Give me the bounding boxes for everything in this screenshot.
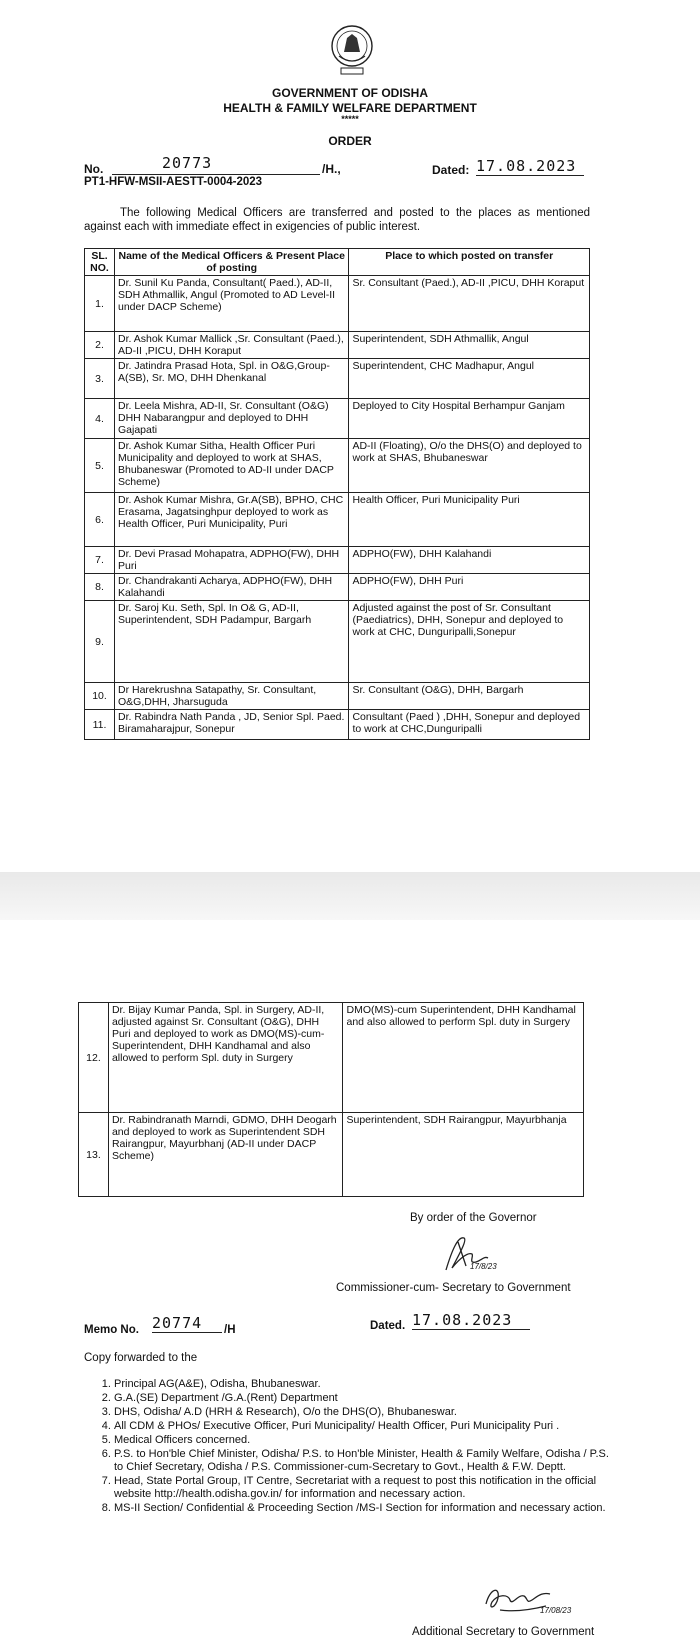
row-sl: 10. — [85, 683, 115, 710]
row-sl: 8. — [85, 574, 115, 601]
table-row — [79, 1113, 584, 1197]
row-posted: Superintendent, SDH Athmallik, Angul — [349, 332, 590, 359]
row-sl: 9. — [85, 601, 115, 683]
row-officer: Dr. Chandrakanti Acharya, ADPHO(FW), DHH Kalahandi — [114, 574, 348, 601]
table-row — [85, 359, 590, 399]
row-officer: Dr. Ashok Kumar Mishra, Gr.A(SB), BPHO, CHC Erasama, Jagatsinghpur deployed to work as Health Officer, Puri Municipality, Puri — [114, 493, 348, 547]
table-row — [85, 276, 590, 332]
row-posted: Consultant (Paed ) ,DHH, Sonepur and deployed to work at CHC,Dunguripalli — [349, 710, 590, 740]
table-row — [85, 574, 590, 601]
by-order-text: By order of the Governor — [410, 1212, 537, 1224]
header-officer: Name of the Medical Officers & Present Place of posting — [114, 249, 348, 276]
cc-item: 6. P.S. to Hon'ble Chief Minister, Odisha/ P.S. to Hon'ble Minister, Health & Family Welfare, Odisha / P.S. to Chief Secretary, Odisha / P.S. Commissioner-cum-Secretary to Govt., Health & F.W. Deptt. — [114, 1448, 614, 1474]
row-sl: 1. — [85, 276, 115, 332]
page-break — [0, 872, 700, 920]
order-dated-label: Dated: — [432, 163, 470, 177]
order-heading: ORDER — [328, 134, 372, 148]
commissioner-designation: Commissioner-cum- Secretary to Government — [336, 1282, 571, 1294]
table-row — [79, 1003, 584, 1113]
row-officer: Dr. Devi Prasad Mohapatra, ADPHO(FW), DHH Puri — [114, 547, 348, 574]
row-officer: Dr. Rabindranath Marndi, GDMO, DHH Deogarh and deployed to work as Superintendent SDH Rairangpur, Mayurbhanj (AD-II under DACP Scheme) — [108, 1113, 343, 1197]
row-officer: Dr Harekrushna Satapathy, Sr. Consultant, O&G,DHH, Jharsuguda — [114, 683, 348, 710]
table-row — [85, 493, 590, 547]
government-title: GOVERNMENT OF ODISHA — [271, 86, 428, 100]
row-posted: Deployed to City Hospital Berhampur Ganjam — [349, 399, 590, 439]
intro-paragraph: The following Medical Officers are transferred and posted to the places as mentioned against each with immediate effect in exigencies of public interest. — [84, 207, 590, 233]
order-no-label: No. — [84, 162, 104, 176]
cc-list — [94, 1378, 614, 1515]
row-sl: 11. — [85, 710, 115, 740]
row-posted: Sr. Consultant (O&G), DHH, Bargarh — [349, 683, 590, 710]
order-no-line — [112, 152, 320, 175]
cc-item: 8. MS-II Section/ Confidential & Proceeding Section /MS-I Section for information and necessary action. — [114, 1502, 614, 1515]
memo-number: 20774 — [152, 1314, 222, 1333]
header-stars: ***** — [341, 114, 359, 124]
table-row — [85, 399, 590, 439]
row-officer: Dr. Saroj Ku. Seth, Spl. In O& G, AD-II, Superintendent, SDH Padampur, Bargarh — [114, 601, 348, 683]
row-officer: Dr. Bijay Kumar Panda, Spl. in Surgery, AD-II, adjusted against Sr. Consultant (O&G), DHH Puri and deployed to work as DMO(MS)-cum-Superintendent, DHH Kandhamal and also allowed to perform Spl. duty in Surgery — [108, 1003, 343, 1113]
row-officer: Dr. Sunil Ku Panda, Consultant( Paed.), AD-II, SDH Athmallik, Angul (Promoted to AD Level-II under DACP Scheme) — [114, 276, 348, 332]
memo-label: Memo No. — [84, 1324, 139, 1336]
cc-item: 2. G.A.(SE) Department /G.A.(Rent) Department — [114, 1392, 614, 1405]
cc-item-text: Head, State Portal Group, IT Centre, Secretariat with a request to post this notification in the official website http://health.odisha.gov.in/ for information and necessary action. — [114, 1475, 597, 1500]
memo-date: 17.08.2023 — [412, 1311, 530, 1330]
row-sl: 7. — [85, 547, 115, 574]
order-number: 20773 — [162, 154, 213, 172]
cc-item: 5. Medical Officers concerned. — [114, 1434, 614, 1447]
row-posted: Superintendent, CHC Madhapur, Angul — [349, 359, 590, 399]
table-header-row — [85, 249, 590, 276]
table-row — [85, 710, 590, 740]
cc-item — [114, 1475, 614, 1501]
row-sl: 12. — [79, 1003, 109, 1113]
row-officer: Dr. Ashok Kumar Sitha, Health Officer Puri Municipality and deployed to work at SHAS, Bhubaneswar (Promoted to AD-II under DACP Scheme) — [114, 439, 348, 493]
memo-suffix: /H — [224, 1324, 236, 1336]
table-row — [85, 683, 590, 710]
table-row — [85, 547, 590, 574]
cc-item: 3. DHS, Odisha/ A.D (HRH & Research), O/o the DHS(O), Bhubaneswar. — [114, 1406, 614, 1419]
row-posted: ADPHO(FW), DHH Kalahandi — [349, 547, 590, 574]
row-posted: Sr. Consultant (Paed.), AD-II ,PICU, DHH Koraput — [349, 276, 590, 332]
table-row — [85, 439, 590, 493]
memo-dated-label: Dated. — [370, 1320, 406, 1332]
header-posted: Place to which posted on transfer — [349, 249, 590, 276]
header-sl: SL. NO. — [85, 249, 115, 276]
order-no-suffix: /H., — [322, 162, 341, 176]
cc-list-container — [94, 1378, 614, 1516]
row-sl: 13. — [79, 1113, 109, 1197]
transfer-table-continued — [78, 1002, 584, 1197]
signature-additional-secretary-date: 17/08/23 — [540, 1606, 572, 1615]
row-sl: 2. — [85, 332, 115, 359]
row-posted: Superintendent, SDH Rairangpur, Mayurbhanja — [343, 1113, 584, 1197]
copy-forwarded-text: Copy forwarded to the — [84, 1352, 198, 1364]
odisha-emblem-icon — [325, 22, 379, 80]
row-posted: Health Officer, Puri Municipality Puri — [349, 493, 590, 547]
row-posted: ADPHO(FW), DHH Puri — [349, 574, 590, 601]
row-officer: Dr. Rabindra Nath Panda , JD, Senior Spl. Paed. Biramaharajpur, Sonepur — [114, 710, 348, 740]
signature-commissioner-date: 17/8/23 — [470, 1262, 497, 1271]
transfer-table — [84, 248, 590, 740]
row-sl: 6. — [85, 493, 115, 547]
row-sl: 5. — [85, 439, 115, 493]
file-number: PT1-HFW-MSII-AESTT-0004-2023 — [84, 176, 263, 188]
row-officer: Dr. Jatindra Prasad Hota, Spl. in O&G,Group-A(SB), Sr. MO, DHH Dhenkanal — [114, 359, 348, 399]
row-sl: 3. — [85, 359, 115, 399]
table-row — [85, 332, 590, 359]
row-posted: DMO(MS)-cum Superintendent, DHH Kandhamal and also allowed to perform Spl. duty in Surgery — [343, 1003, 584, 1113]
cc-item: 4. All CDM & PHOs/ Executive Officer, Puri Municipality/ Health Officer, Puri Municipality Puri . — [114, 1420, 614, 1433]
table-row — [85, 601, 590, 683]
additional-secretary-designation: Additional Secretary to Government — [412, 1626, 595, 1638]
order-date: 17.08.2023 — [476, 157, 584, 176]
department-title: HEALTH & FAMILY WELFARE DEPARTMENT — [223, 101, 477, 115]
row-sl: 4. — [85, 399, 115, 439]
cc-item: 1. Principal AG(A&E), Odisha, Bhubaneswar. — [114, 1378, 614, 1391]
row-posted: AD-II (Floating), O/o the DHS(O) and deployed to work at SHAS, Bhubaneswar — [349, 439, 590, 493]
row-posted: Adjusted against the post of Sr. Consultant (Paediatrics), DHH, Sonepur and deployed to work at CHC, Dunguripalli,Sonepur — [349, 601, 590, 683]
row-officer: Dr. Leela Mishra, AD-II, Sr. Consultant (O&G) DHH Nabarangpur and deployed to DHH Gajapati — [114, 399, 348, 439]
row-officer: Dr. Ashok Kumar Mallick ,Sr. Consultant (Paed.), AD-II ,PICU, DHH Koraput — [114, 332, 348, 359]
